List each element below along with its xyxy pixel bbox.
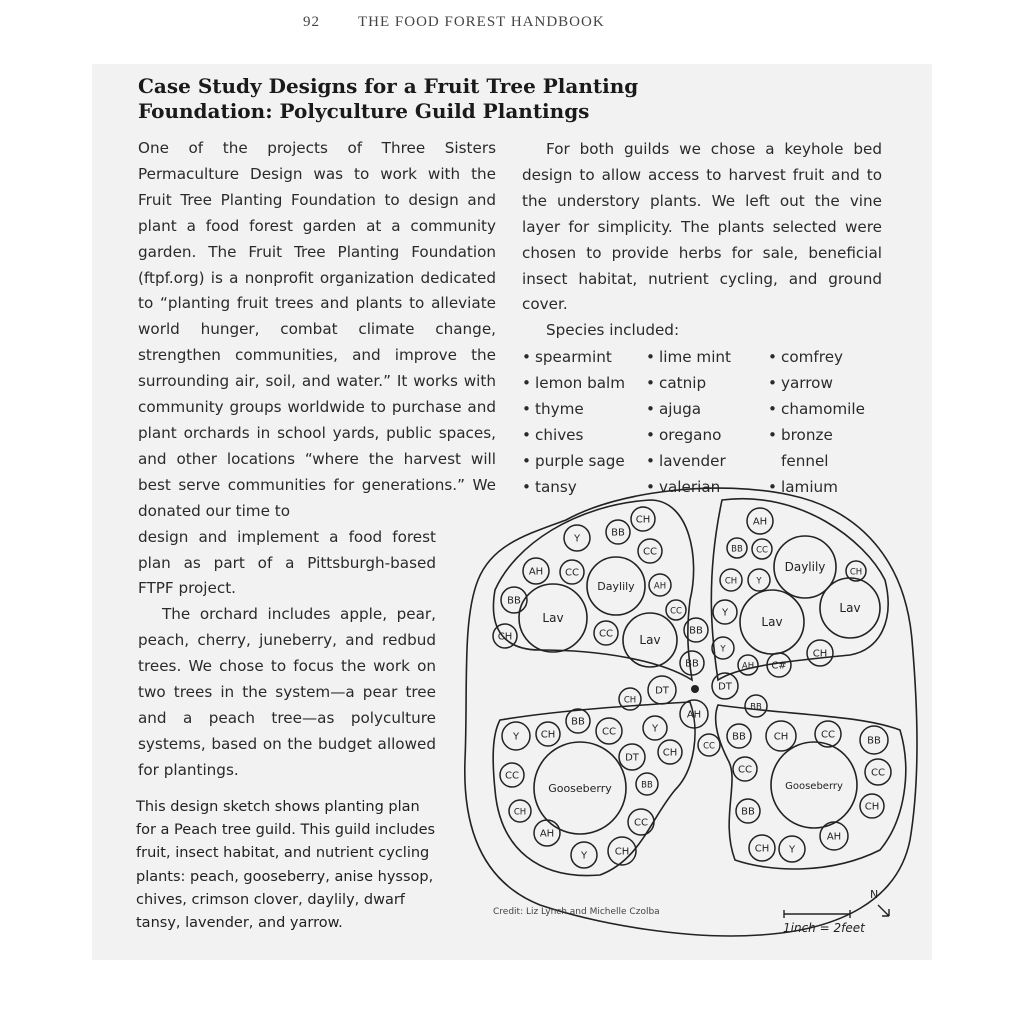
plant-label-cc: CC [634, 817, 648, 829]
scale-label: 1inch = 2feet [783, 921, 865, 935]
plant-label-cc: CC [505, 770, 519, 782]
plant-label-y: Y [573, 533, 581, 545]
species-item: • comfrey [768, 345, 882, 371]
page-number: 92 [303, 14, 320, 30]
plant-label-ah: AH [653, 581, 667, 592]
plant-label-ch: CH [662, 747, 678, 759]
species-label: Species included: [546, 321, 680, 340]
diagram-plant-labels [542, 560, 863, 795]
figure-caption: This design sketch shows planting plan for a Peach tree guild. This guild includes fruit, insect habitat, and nutrient cycling plants: peach, gooseberry, anise hyssop, chives, crimson clover, daylily, dwarf tansy, lavender, and yarrow. [136, 799, 436, 932]
species-item: • catnip [646, 371, 768, 397]
plant-label-y: Y [720, 644, 726, 655]
plant-label-ch: CH [614, 846, 630, 858]
plant-label-dt: DT [625, 752, 639, 764]
species-item: • yarrow [768, 371, 882, 397]
north-label: N [870, 888, 879, 901]
right-paragraph-1: For both guilds we chose a keyhole bed design to allow access to harvest fruit and to the understory plants. We left out the vine layer for simplicity. The plants selected were chosen to provide herbs for sale, beneficial insect habitat, nutrient cycling, and ground cover. [522, 140, 882, 314]
plant-label-y: Y [721, 607, 729, 619]
species-item: • bronze [768, 423, 882, 449]
plant-label-ch: CH [635, 514, 651, 526]
diagram-credit: Credit: Liz Lynch and Michelle Czolba [493, 907, 660, 917]
species-item: • thyme [522, 397, 646, 423]
plant-label-cc: CC [703, 741, 715, 752]
plant-label-cc: CC [871, 767, 885, 779]
plant-label-bb: BB [867, 735, 881, 747]
species-item: • spearmint [522, 345, 646, 371]
label-lav: Lav [761, 615, 783, 629]
plant-label-cc: CC [670, 606, 682, 617]
plant-label-ch: CH [754, 843, 770, 855]
species-item: • oregano [646, 423, 768, 449]
label-gooseberry: Gooseberry [548, 782, 612, 795]
plant-label-cc: CC [821, 729, 835, 741]
species-item: • lavender [646, 449, 768, 475]
plant-label-ah: AH [539, 828, 555, 840]
species-item: • chamomile [768, 397, 882, 423]
book-title: THE FOOD FOREST HANDBOOK [358, 14, 605, 30]
left-paragraph-2: The orchard includes apple, pear, peach, cherry, juneberry, and redbud trees. We chose to focus the work on two trees in the system—a pear tree and a peach tree—as polyculture systems, based on the budget allowed for plantings. [138, 605, 436, 779]
plant-label-bb: BB [685, 658, 699, 670]
plant-label-ch: CH [864, 801, 880, 813]
plant-label-bb: BB [750, 702, 762, 713]
plant-label-cc: CC [643, 546, 657, 558]
species-item: • tansy [522, 475, 646, 501]
label-lav: Lav [639, 633, 661, 647]
plant-label-ch: CH [513, 807, 527, 818]
plant-label-dt: DT [655, 685, 669, 697]
species-item: • ajuga [646, 397, 768, 423]
plant-label-y: Y [756, 576, 762, 587]
species-item: • valerian [646, 475, 768, 501]
plant-label-ch: CH [497, 631, 513, 643]
species-item: • lemon balm [522, 371, 646, 397]
plant-label-cc: CC [565, 567, 579, 579]
label-gooseberry: Gooseberry [785, 781, 843, 792]
plant-label-bb: BB [741, 806, 755, 818]
plant-label-bb: BB [507, 595, 521, 607]
plant-label-cf: C# [771, 660, 787, 672]
plant-label-cc: CC [738, 764, 752, 776]
plant-label-ch: CH [724, 576, 738, 587]
species-item: • purple sage [522, 449, 646, 475]
label-daylily: Daylily [784, 560, 826, 574]
species-item: • lamium [768, 475, 882, 501]
species-item: fennel [781, 451, 829, 470]
species-item: • lime mint [646, 345, 768, 371]
scale-bar [784, 910, 850, 918]
plant-label-ch: CH [849, 567, 863, 578]
plant-label-bb: BB [641, 780, 653, 791]
section-heading: Case Study Designs for a Fruit Tree Planting Foundation: Polyculture Guild Plantings [138, 74, 639, 123]
plant-label-ch: CH [773, 731, 789, 743]
plant-label-y: Y [580, 850, 588, 862]
plant-label-ch: CH [623, 695, 637, 706]
left-paragraph-1-end: design and implement a food forest plan as part of a Pittsburgh-based FTPF project. [138, 527, 436, 598]
peach-tree-center [691, 685, 699, 693]
plant-label-y: Y [788, 844, 796, 856]
plant-label-ah: AH [826, 831, 842, 843]
plant-label-dt: DT [718, 681, 732, 693]
label-daylily: Daylily [597, 580, 635, 593]
plant-label-ah: AH [528, 566, 544, 578]
plant-label-ah: AH [752, 516, 768, 528]
north-arrow-icon [878, 905, 889, 916]
label-lav: Lav [542, 611, 564, 625]
plant-label-ch: CH [812, 648, 828, 660]
plant-label-ah: AH [686, 709, 702, 721]
plant-label-ah: AH [741, 661, 755, 672]
left-paragraph-1: One of the projects of Three Sisters Permaculture Design was to work with the Fruit Tree Planting Foundation to design and plant a food forest garden at a community garden. The Fruit Tree Planting Foundation (ftpf.org) is a nonprofit organization dedicated to “planting fruit trees and plants to alleviate world hunger, combat climate change, strengthen communities, and improve the surrounding air, soil, and water.” It works with community groups worldwide to purchase and plant orchards in school yards, public spaces, and other locations “where the harvest will best serve communities for generations.” We donated our time to [138, 139, 496, 520]
plant-label-cc: CC [602, 726, 616, 738]
plant-label-bb: BB [731, 544, 743, 555]
plant-label-cc: CC [756, 545, 768, 556]
plant-label-bb: BB [732, 731, 746, 743]
label-lav: Lav [839, 601, 861, 615]
plant-label-bb: BB [571, 716, 585, 728]
plant-label-cc: CC [599, 628, 613, 640]
plant-label-y: Y [651, 723, 659, 735]
species-item: • chives [522, 423, 646, 449]
plant-label-y: Y [512, 731, 520, 743]
plant-label-ch: CH [540, 729, 556, 741]
plant-label-bb: BB [611, 527, 625, 539]
plant-label-bb: BB [689, 625, 703, 637]
